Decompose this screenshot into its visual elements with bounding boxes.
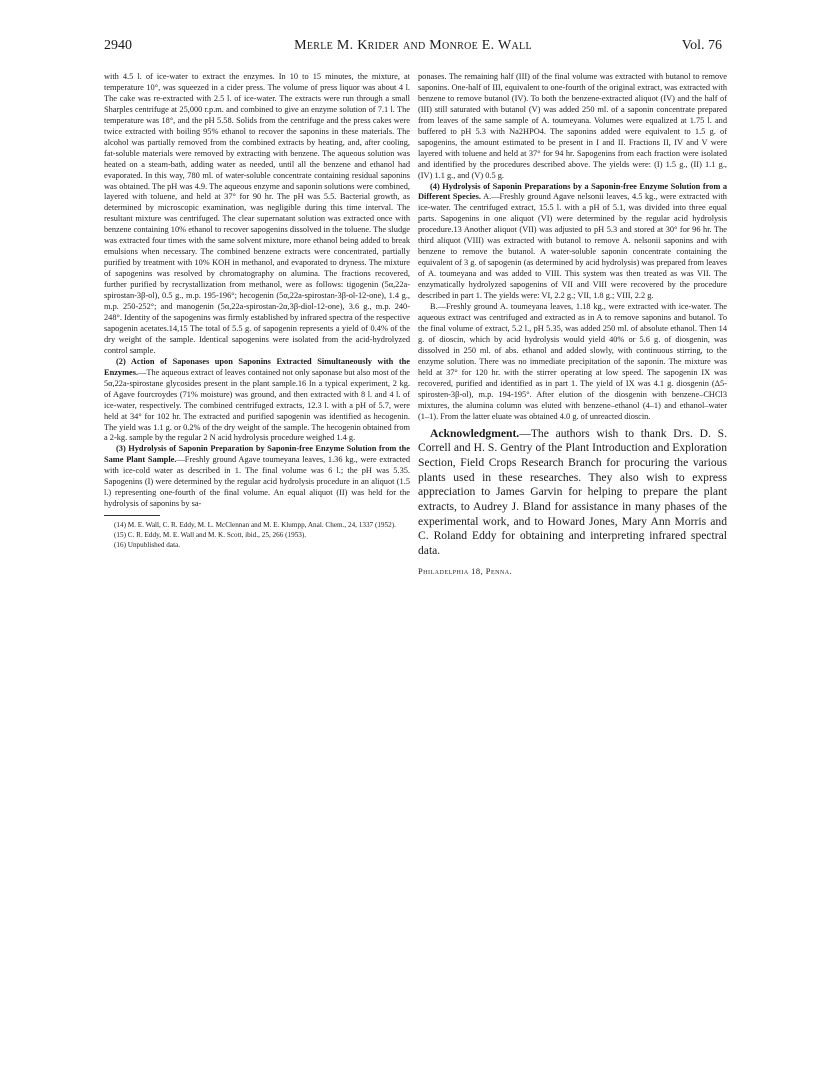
acknowledgment-body: —The authors wish to thank Drs. D. S. Correll and H. S. Gentry of the Plant Introduction and Exploration Section, Field Crops Research Branch for procuring the various plants used in these researches. They also wish to express appreciation to James Garvin for helping to prepare the plant extracts, to Audrey J. Bland for assistance in many phases of the experimental work, and to Howard Jones, Mary Ann Morris and C. Roland Eddy for obtaining and interpreting infrared spectral data. [418,426,727,558]
running-header [104,38,722,60]
section-2 [104,357,410,445]
section-body: —The aqueous extract of leaves contained not only saponase but also most of the 5α,22a-spirostane glycosides present in the plant sample.16 In a typical experiment, 2 kg. of Agave fourcroydes (71% moisture) was ground, and then extracted with 8 l. and 4 l. of ice-water, respectively. The combined centrifuged extracts, 12.3 l. with a pH of 5.7, were held at 34° for 102 hr. The extracted and purified sapogenin was identified as hecogenin. The yield was 1.1 g. or 0.2% of the dry weight of the sample. The hecogenin obtained from a 2-kg. sample by the regular 2 N acid hydrolysis procedure weighed 1.4 g. [104,367,410,443]
right-column [418,72,727,578]
footnote-divider [104,515,160,516]
footnote: (16) Unpublished data. [114,541,181,550]
acknowledgment [418,427,727,559]
section-3 [104,444,410,510]
section-4 [418,182,727,302]
author-location: Philadelphia 18, Penna. [418,566,513,576]
acknowledgment-heading: Acknowledgment. [430,426,520,440]
section-heading: (2) Action of Saponases upon Saponins Extracted Simultaneously with the Enzymes. [104,356,410,377]
page-number: 2940 [104,38,132,53]
footnotes [104,520,410,550]
section-4b: B.—Freshly ground A. toumeyana leaves, 1.18 kg., were extracted with ice-water. The aqueous extract was centrifuged and extracted as in A to remove saponins and butanol. To the final volume of extract, 5.2 l., pH 5.35, was added 250 ml. of absolute ethanol. Then 14 g. of dioscin, which by acid hydrolysis would yield 40% or 5.6 g. of diosgenin, was dissolved in 250 ml. of abs. ethanol and added slowly, with continuous stirring, to the enzyme solution. There was no immediate precipitation of the saponin. The mixture was held at 37° for 120 hr. with the stirrer operating at low speed. The sapogenin IX was recovered, purified and identified as in part 1. The yield of IX was 4.1 g. diosgenin (Δ5-spirosten-3β-ol), m.p. 194-195°. After elution of the diosgenin with benzene–CHCl3 mixtures, the alumina column was eluted with benzene–ethanol (4–1) and ethanol–water (1–1). From the latter eluate was obtained 4.0 g. of unreacted dioscin. [418,302,727,421]
paragraph: with 4.5 l. of ice-water to extract the enzymes. In 10 to 15 minutes, the mixture, at temperature 10°, was squeezed in a cider press. The volume of press liquor was about 4 l. The cake was re-extracted with 2.5 l. of ice-water. The extracts were run through a small Sharples centrifuge at 25,000 r.p.m. and combined to give an enzyme solution of 7.1 l. The temperature was 18°, and the pH 5.58. Solids from the centrifuge and the press cakes were twice extracted with boiling 95% ethanol to recover the saponins in these materials. The alcohol was partially removed from the combined extracts by heating, and, after cooling, fat-soluble materials were removed by extracting with benzene. The aqueous solution was heated on a steam-bath, adding water as needed, until all the benzene and ethanol had evaporated. In this way, 780 ml. of water-soluble concentrate containing residual saponins was obtained. The pH was 4.9. The aqueous enzyme and saponin solutions were combined, layered with toluene, and held at 37° for 90 hr. The pH was 5.5. Bacterial growth, as determined by microscopic examination, was negligible during this time interval. The resultant mixture was centrifuged. The clear supernatant solution was extracted once with benzene containing 10% ethanol to recover sapogenins dissolved in the toluene. The sludge was extracted four times with the same solvent mixture, more ethanol being added to break emulsions when necessary. The combined benzene extracts were concentrated, partially purified by treatment with 10% KOH in methanol, and evaporated to dryness. The mixture of sapogenins was resolved by chromatography on alumina. The fractions recovered, further purified by recrystallization from methanol, were as follows: tigogenin (5α,22a-spirostan-3β-ol), 0.5 g., m.p. 195-196°; hecogenin (5α,22a-spirostan-3β-ol-12-one), 1.4 g., m.p. 250-252°; and manogenin (5α,22a-spirostan-2α,3β-diol-12-one), 3.6 g., m.p. 240-248°. Identity of the sapogenins was firmly established by infrared spectra of the respective sapogenin acetates.14,15 The total of 5.5 g. of sapogenin represents a yield of 0.4% of the dry weight of the sample. Identical sapogenins were isolated from the acid-hydrolyzed control sample. [104,72,410,355]
section-heading: (3) Hydrolysis of Saponin Preparation by Saponin-free Enzyme Solution from the Same Plant Sample. [104,444,410,465]
section-body: A.—Freshly ground Agave nelsonii leaves, 4.5 kg., were extracted with ice-water. The centrifuged extract, 15.5 l. with a pH of 5.1, was divided into three equal parts. Sapogenins in one aliquot (VI) were determined by the regular acid hydrolysis procedure.13 Another aliquot (VII) was adjusted to pH 5.3 and stored at 30° for 96 hr. The third aliquot (VIII) was extracted with butanol to remove A. nelsonii saponins and with benzene to remove the butanol. A water-soluble saponin concentrate containing the equivalent of 3 g. of sapogenin (as determined by acid hydrolysis) was prepared from leaves of A. toumeyana and was added to VIII. This system was then treated as was VII. The enzymatically hydrolyzed sapogenins of VII and VIII were recovered by the procedure described in part 1. The yields were: VI, 2.2 g.; VII, 1.8 g.; VIII, 2.2 g. [418,192,727,301]
footnote: (14) M. E. Wall, C. R. Eddy, M. L. McClennan and M. E. Klumpp, Anal. Chem., 24, 1337 (1952). [114,521,396,530]
paragraph: ponases. The remaining half (III) of the final volume was extracted with butanol to remove saponins. One-half of III, equivalent to one-fourth of the original extract, was extracted with benzene to remove butanol (IV). To both the benzene-extracted aliquot (IV) and the half of (III) still saturated with butanol (V) was added 250 ml. of a saponin concentrate prepared from leaves of the same sample of A. toumeyana. Volumes were equalized at 1.75 l. and buffered to pH 5.3 with Na2HPO4. The saponins added were equivalent to 1.5 g. of sapogenins, the amount estimated to be present in I and II. Fractions II, IV and V were layered with toluene and held at 37° for 94 hr. Sapogenins from each fraction were isolated and identified by the procedures described above. The yields were: (I) 1.5 g., (II) 1.1 g., (IV) 1.1 g., and (V) 0.5 g. [418,72,727,180]
left-column [104,72,410,550]
volume-label: Vol. 76 [681,38,722,53]
section-heading: (4) Hydrolysis of Saponin Preparations by a Saponin-free Enzyme Solution from a Different Species. [418,181,727,202]
footnote: (15) C. R. Eddy, M. E. Wall and M. K. Scott, ibid., 25, 266 (1953). [114,531,307,540]
section-body: —Freshly ground Agave toumeyana leaves, 1.36 kg., were extracted with ice-cold water as described in 1. The final volume was 6 l.; the pH was 5.35. Sapogenins (I) were determined by the regular acid hydrolysis procedure in an aliquot (1.5 l.) representing one-fourth of the final volume. An equal aliquot (II) was held for the hydrolysis of saponins by sa- [104,455,410,509]
running-title: Merle M. Krider and Monroe E. Wall [294,38,532,53]
